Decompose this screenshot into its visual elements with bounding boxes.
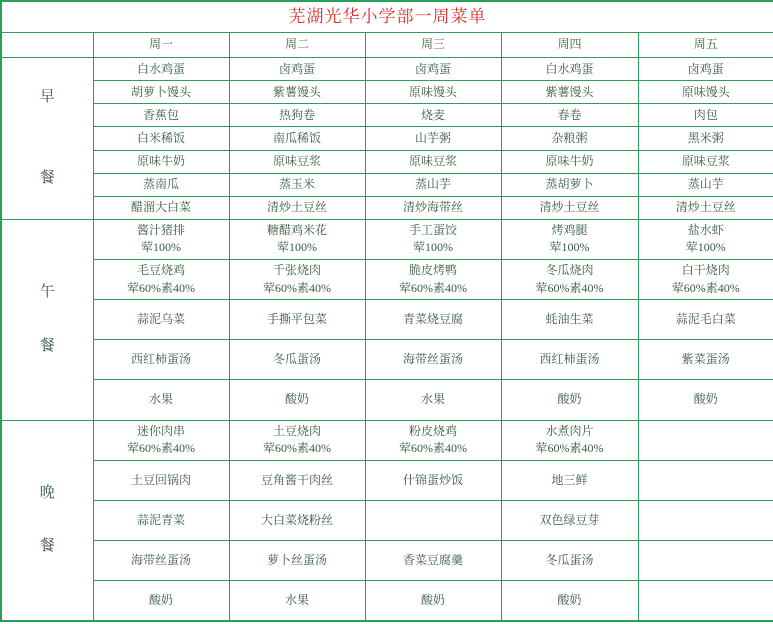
menu-cell: 千张烧肉 荤60%素40% bbox=[229, 259, 365, 299]
day-header-wednesday: 周三 bbox=[365, 33, 501, 58]
menu-cell: 蒜泥乌菜 bbox=[93, 300, 229, 340]
menu-cell: 清炒海带丝 bbox=[365, 196, 501, 219]
section-label-dinner bbox=[1, 420, 93, 621]
menu-cell: 原味馒头 bbox=[638, 81, 773, 104]
menu-row bbox=[1, 300, 773, 340]
menu-cell: 酸奶 bbox=[638, 380, 773, 420]
menu-cell: 烧麦 bbox=[365, 104, 501, 127]
section-label-lunch bbox=[1, 219, 93, 420]
menu-cell bbox=[638, 541, 773, 581]
menu-row bbox=[1, 541, 773, 581]
menu-cell: 蒸胡萝卜 bbox=[501, 173, 638, 196]
menu-cell bbox=[638, 420, 773, 460]
menu-cell: 水果 bbox=[365, 380, 501, 420]
menu-cell: 原味豆浆 bbox=[365, 150, 501, 173]
menu-cell: 清炒土豆丝 bbox=[501, 196, 638, 219]
menu-cell: 山芋粥 bbox=[365, 127, 501, 150]
menu-body bbox=[1, 58, 773, 621]
menu-row bbox=[1, 173, 773, 196]
menu-cell: 原味牛奶 bbox=[501, 150, 638, 173]
menu-cell: 迷你肉串 荤60%素40% bbox=[93, 420, 229, 460]
page-title: 芜湖光华小学部一周菜单 bbox=[1, 1, 773, 33]
menu-cell: 手工蛋饺 荤100% bbox=[365, 219, 501, 259]
menu-cell: 原味豆浆 bbox=[638, 150, 773, 173]
day-header-tuesday: 周二 bbox=[229, 33, 365, 58]
menu-cell: 原味牛奶 bbox=[93, 150, 229, 173]
menu-cell: 盐水虾 荤100% bbox=[638, 219, 773, 259]
menu-cell bbox=[365, 500, 501, 540]
menu-cell: 脆皮烤鸭 荤60%素40% bbox=[365, 259, 501, 299]
menu-row bbox=[1, 460, 773, 500]
menu-cell: 蒸南瓜 bbox=[93, 173, 229, 196]
menu-cell: 原味馒头 bbox=[365, 81, 501, 104]
menu-cell: 蚝油生菜 bbox=[501, 300, 638, 340]
menu-row bbox=[1, 58, 773, 81]
menu-row bbox=[1, 500, 773, 540]
menu-row bbox=[1, 150, 773, 173]
section-label-text: 午 餐 bbox=[39, 283, 55, 354]
menu-row bbox=[1, 581, 773, 621]
menu-cell: 酸奶 bbox=[501, 581, 638, 621]
menu-row bbox=[1, 81, 773, 104]
day-header-monday: 周一 bbox=[93, 33, 229, 58]
menu-cell: 蒸山芋 bbox=[638, 173, 773, 196]
menu-cell: 酸奶 bbox=[229, 380, 365, 420]
menu-cell: 清炒土豆丝 bbox=[638, 196, 773, 219]
section-label-breakfast bbox=[1, 58, 93, 220]
menu-cell bbox=[638, 460, 773, 500]
menu-cell: 水果 bbox=[229, 581, 365, 621]
menu-cell: 冬瓜蛋汤 bbox=[501, 541, 638, 581]
menu-row bbox=[1, 259, 773, 299]
menu-row bbox=[1, 196, 773, 219]
menu-row bbox=[1, 420, 773, 460]
menu-cell: 酱汁猪排 荤100% bbox=[93, 219, 229, 259]
menu-cell: 西红柿蛋汤 bbox=[501, 340, 638, 380]
menu-cell: 原味豆浆 bbox=[229, 150, 365, 173]
menu-row bbox=[1, 104, 773, 127]
menu-cell: 烤鸡腿 荤100% bbox=[501, 219, 638, 259]
menu-cell: 青菜烧豆腐 bbox=[365, 300, 501, 340]
menu-cell: 香菜豆腐羹 bbox=[365, 541, 501, 581]
corner-cell bbox=[1, 33, 93, 58]
menu-cell: 醋溜大白菜 bbox=[93, 196, 229, 219]
menu-cell: 水果 bbox=[93, 380, 229, 420]
menu-cell: 清炒土豆丝 bbox=[229, 196, 365, 219]
menu-cell: 西红柿蛋汤 bbox=[93, 340, 229, 380]
menu-cell bbox=[638, 581, 773, 621]
menu-row bbox=[1, 340, 773, 380]
menu-row bbox=[1, 380, 773, 420]
menu-cell: 紫薯馒头 bbox=[229, 81, 365, 104]
menu-cell: 卤鸡蛋 bbox=[638, 58, 773, 81]
menu-cell: 大白菜烧粉丝 bbox=[229, 500, 365, 540]
menu-cell: 蒜泥毛白菜 bbox=[638, 300, 773, 340]
menu-cell: 手撕平包菜 bbox=[229, 300, 365, 340]
menu-cell: 双色绿豆芽 bbox=[501, 500, 638, 540]
menu-cell: 豆角酱干肉丝 bbox=[229, 460, 365, 500]
menu-cell: 萝卜丝蛋汤 bbox=[229, 541, 365, 581]
menu-cell: 地三鲜 bbox=[501, 460, 638, 500]
menu-cell: 卤鸡蛋 bbox=[229, 58, 365, 81]
menu-cell: 酸奶 bbox=[501, 380, 638, 420]
menu-cell: 热狗卷 bbox=[229, 104, 365, 127]
menu-cell: 蒸山芋 bbox=[365, 173, 501, 196]
menu-cell: 紫薯馒头 bbox=[501, 81, 638, 104]
menu-cell: 黑米粥 bbox=[638, 127, 773, 150]
menu-cell: 粉皮烧鸡 荤60%素40% bbox=[365, 420, 501, 460]
menu-cell: 南瓜稀饭 bbox=[229, 127, 365, 150]
menu-row bbox=[1, 127, 773, 150]
menu-cell: 杂粮粥 bbox=[501, 127, 638, 150]
menu-cell: 紫菜蛋汤 bbox=[638, 340, 773, 380]
menu-cell: 海带丝蛋汤 bbox=[365, 340, 501, 380]
menu-cell: 冬瓜烧肉 荤60%素40% bbox=[501, 259, 638, 299]
day-header-friday: 周五 bbox=[638, 33, 773, 58]
menu-cell: 土豆烧肉 荤60%素40% bbox=[229, 420, 365, 460]
section-label-text: 晚 餐 bbox=[39, 484, 55, 555]
menu-cell: 白干烧肉 荤60%素40% bbox=[638, 259, 773, 299]
menu-cell: 胡萝卜馒头 bbox=[93, 81, 229, 104]
section-label-text: 早 餐 bbox=[39, 88, 55, 187]
menu-cell: 糖醋鸡米花 荤100% bbox=[229, 219, 365, 259]
menu-cell bbox=[638, 500, 773, 540]
menu-cell: 白米稀饭 bbox=[93, 127, 229, 150]
menu-cell: 肉包 bbox=[638, 104, 773, 127]
menu-cell: 白水鸡蛋 bbox=[93, 58, 229, 81]
menu-cell: 春卷 bbox=[501, 104, 638, 127]
menu-cell: 香蕉包 bbox=[93, 104, 229, 127]
menu-cell: 酸奶 bbox=[365, 581, 501, 621]
menu-cell: 卤鸡蛋 bbox=[365, 58, 501, 81]
menu-cell: 什锦蛋炒饭 bbox=[365, 460, 501, 500]
menu-row bbox=[1, 219, 773, 259]
menu-cell: 蒜泥青菜 bbox=[93, 500, 229, 540]
menu-cell: 冬瓜蛋汤 bbox=[229, 340, 365, 380]
menu-cell: 土豆回锅肉 bbox=[93, 460, 229, 500]
menu-cell: 酸奶 bbox=[93, 581, 229, 621]
day-header-thursday: 周四 bbox=[501, 33, 638, 58]
day-header-row bbox=[1, 33, 773, 58]
menu-cell: 水煮肉片 荤60%素40% bbox=[501, 420, 638, 460]
menu-cell: 毛豆烧鸡 荤60%素40% bbox=[93, 259, 229, 299]
menu-cell: 蒸玉米 bbox=[229, 173, 365, 196]
menu-cell: 海带丝蛋汤 bbox=[93, 541, 229, 581]
menu-cell: 白水鸡蛋 bbox=[501, 58, 638, 81]
